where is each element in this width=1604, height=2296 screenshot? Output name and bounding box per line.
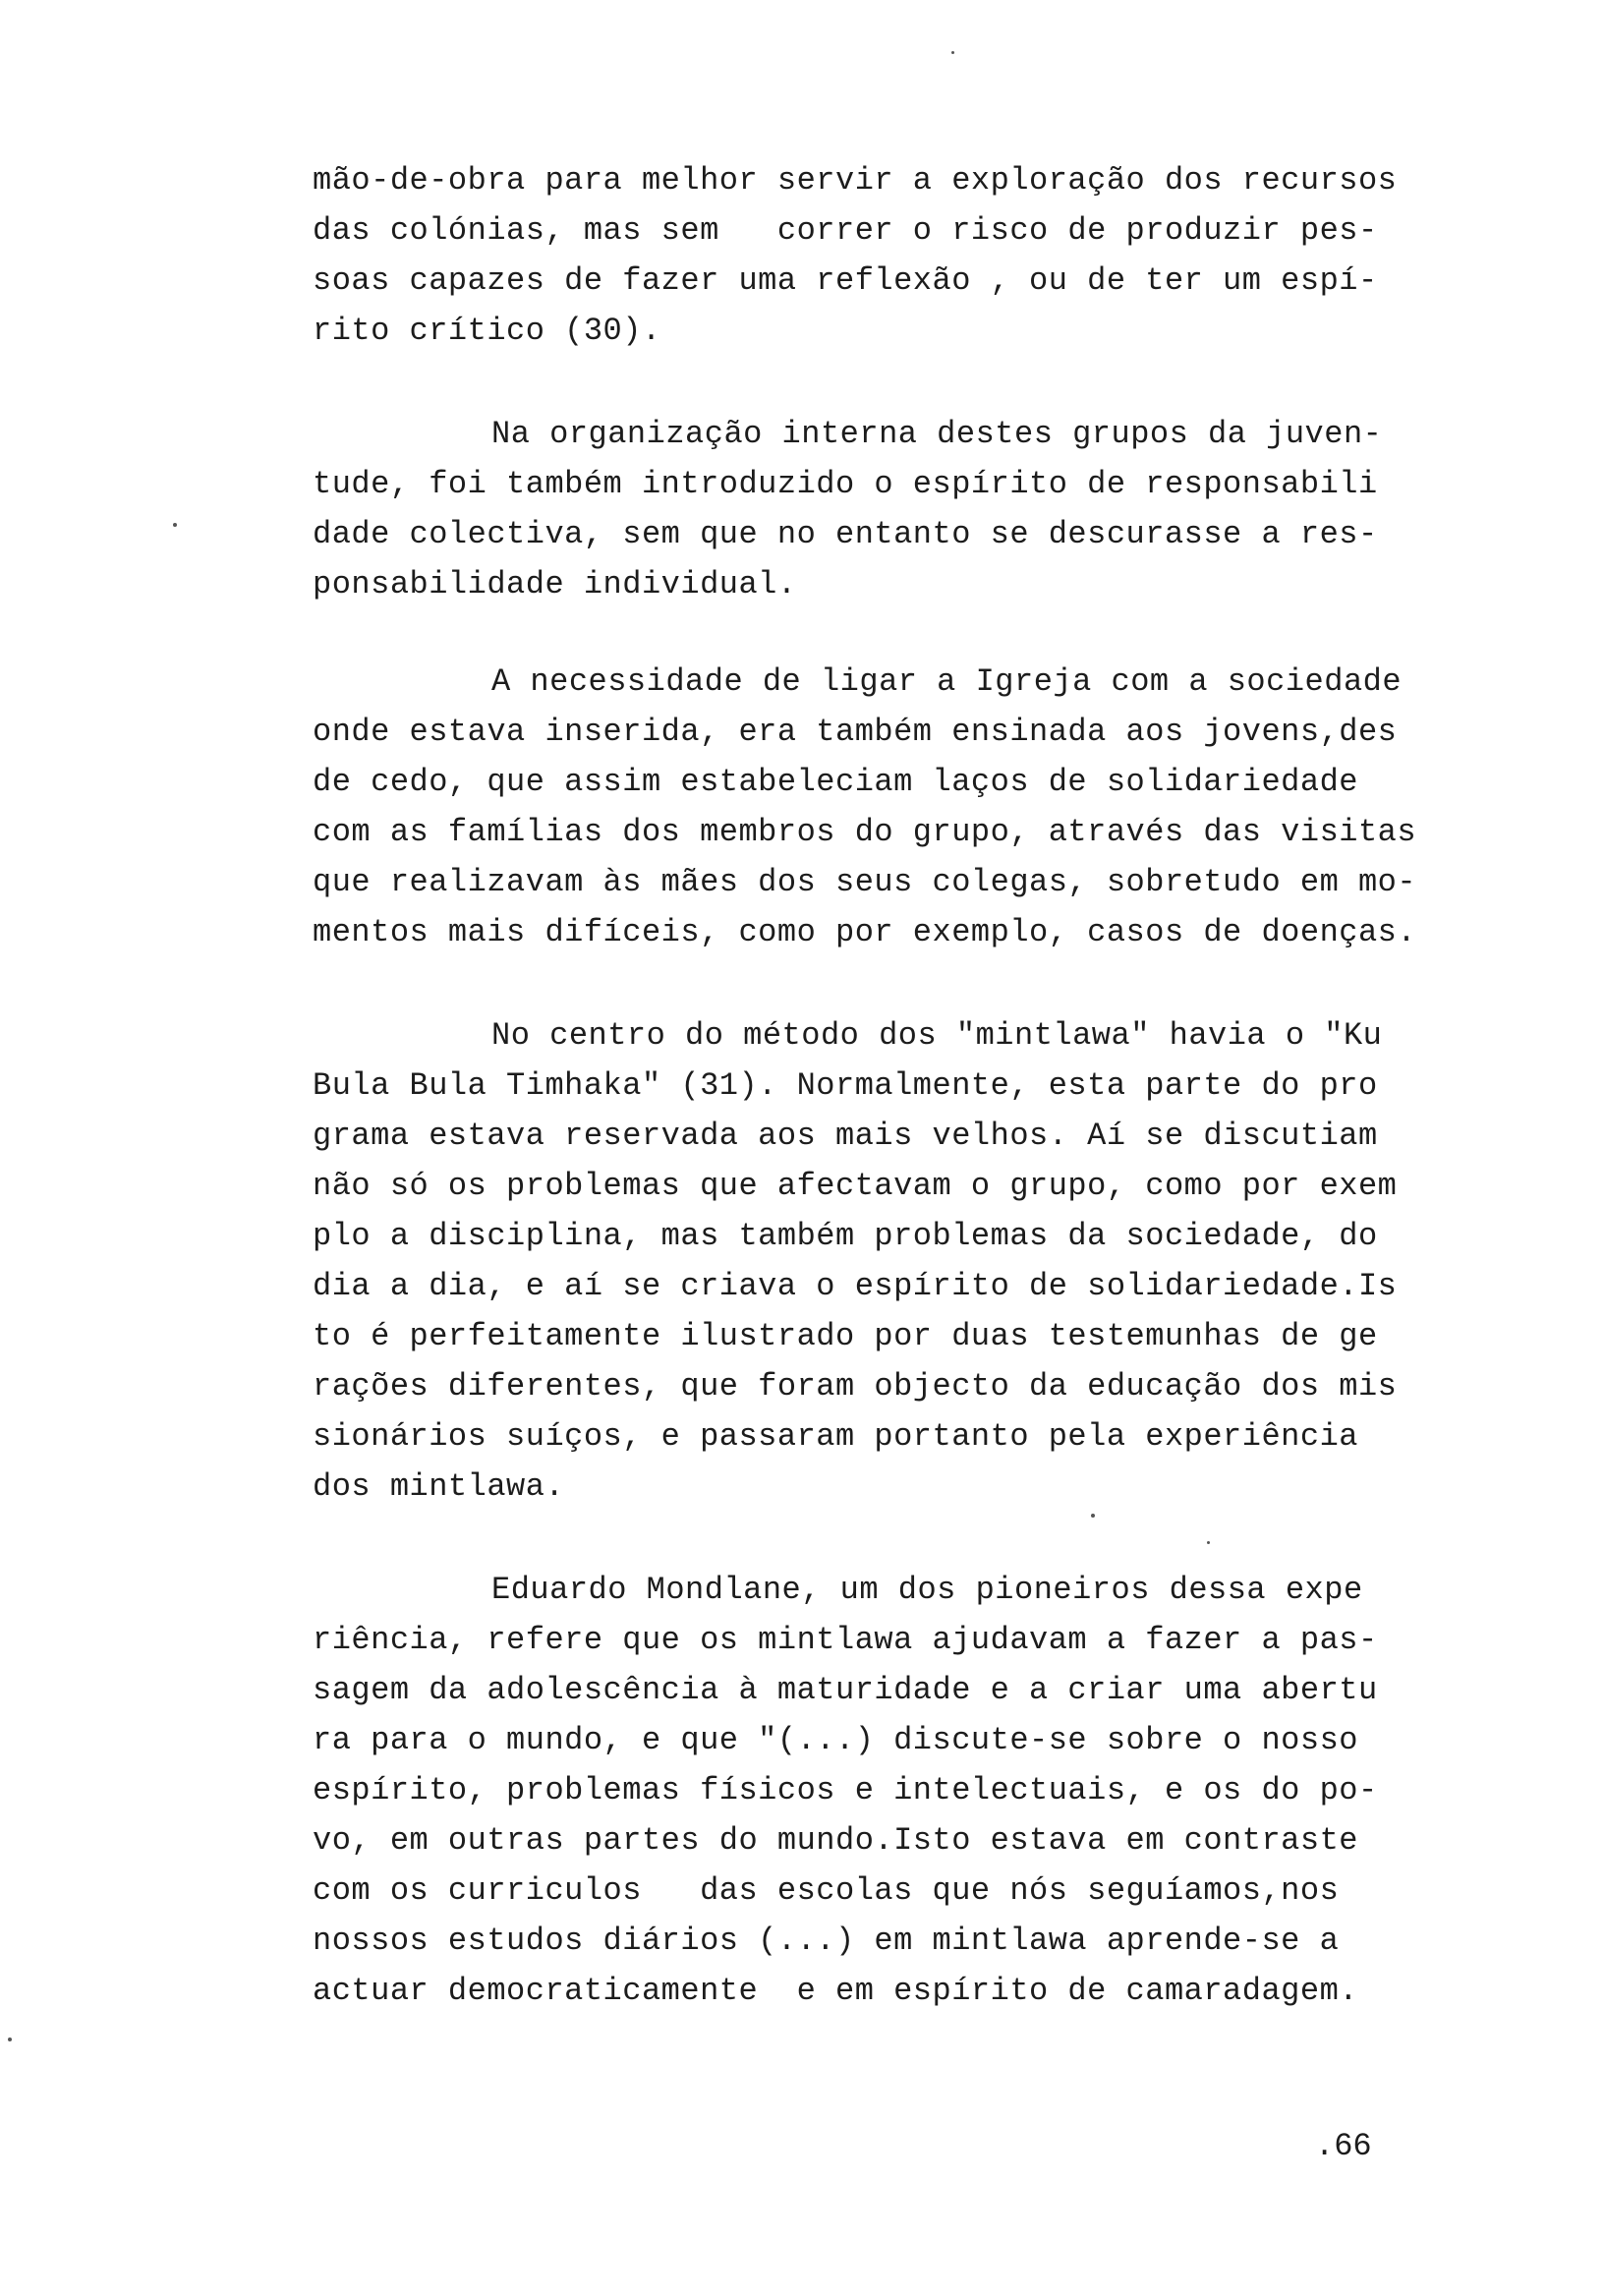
text-line: das colónias, mas sem correr o risco de produzir pes- xyxy=(313,212,1378,249)
text-line: vo, em outras partes do mundo.Isto estava em contraste xyxy=(313,1822,1358,1859)
text-line: plo a disciplina, mas também problemas da sociedade, do xyxy=(313,1218,1378,1254)
text-line: grama estava reservada aos mais velhos. Aí se discutiam xyxy=(313,1118,1378,1154)
text-line: mentos mais difíceis, como por exemplo, casos de doenças. xyxy=(313,914,1417,950)
text-line: com os curriculos das escolas que nós seguíamos,nos xyxy=(313,1872,1340,1909)
text-line: onde estava inserida, era também ensinada aos jovens,des xyxy=(313,714,1398,750)
text-line: sagem da adolescência à maturidade e a criar uma abertu xyxy=(313,1672,1378,1708)
text-line: não só os problemas que afectavam o grupo, como por exem xyxy=(313,1168,1398,1204)
text-line: Bula Bula Timhaka" (31). Normalmente, esta parte do pro xyxy=(313,1067,1378,1104)
text-line: rações diferentes, que foram objecto da educação dos mis xyxy=(313,1368,1398,1405)
text-line: que realizavam às mães dos seus colegas, sobretudo em mo- xyxy=(313,864,1417,900)
text-line: dia a dia, e aí se criava o espírito de solidariedade.Is xyxy=(313,1268,1398,1304)
text-line: ra para o mundo, e que "(...) discute-se sobre o nosso xyxy=(313,1722,1358,1758)
page-number: .66 xyxy=(1315,2128,1372,2164)
text-line: Eduardo Mondlane, um dos pioneiros dessa expe xyxy=(491,1572,1363,1608)
text-line: mão-de-obra para melhor servir a exploração dos recursos xyxy=(313,162,1398,199)
paragraph-colonial-education xyxy=(313,155,1492,356)
paragraph-internal-organization xyxy=(313,409,1492,609)
scan-speck xyxy=(8,2038,12,2041)
paragraph-mintlawa-method xyxy=(313,1010,1492,1512)
text-line: espírito, problemas físicos e intelectuais, e os do po- xyxy=(313,1772,1378,1808)
text-line: rito crítico (30). xyxy=(313,313,661,349)
text-line: No centro do método dos "mintlawa" havia o "Ku xyxy=(491,1017,1383,1054)
text-line: com as famílias dos membros do grupo, através das visitas xyxy=(313,814,1417,850)
text-line: to é perfeitamente ilustrado por duas testemunhas de ge xyxy=(313,1318,1378,1354)
text-line: de cedo, que assim estabeleciam laços de solidariedade xyxy=(313,764,1358,800)
text-line: dos mintlawa. xyxy=(313,1468,565,1505)
text-line: A necessidade de ligar a Igreja com a sociedade xyxy=(491,663,1403,700)
text-line: riência, refere que os mintlawa ajudavam a fazer a pas- xyxy=(313,1622,1378,1658)
text-line: nossos estudos diários (...) em mintlawa aprende-se a xyxy=(313,1923,1340,1959)
scan-speck xyxy=(1091,1514,1095,1518)
paragraph-church-and-society xyxy=(313,657,1492,957)
text-line: soas capazes de fazer uma reflexão , ou de ter um espí- xyxy=(313,262,1378,299)
scan-speck xyxy=(173,523,177,527)
text-line: Na organização interna destes grupos da juven- xyxy=(491,416,1383,452)
text-line: ponsabilidade individual. xyxy=(313,566,797,603)
text-line: tude, foi também introduzido o espírito de responsabili xyxy=(313,466,1378,502)
scan-speck xyxy=(951,51,954,54)
text-line: sionários suíços, e passaram portanto pela experiência xyxy=(313,1418,1358,1455)
text-line: actuar democraticamente e em espírito de camaradagem. xyxy=(313,1973,1358,2009)
paragraph-mondlane-testimony xyxy=(313,1565,1492,2016)
scan-speck xyxy=(1207,1541,1210,1544)
text-line: dade colectiva, sem que no entanto se descurasse a res- xyxy=(313,516,1378,552)
